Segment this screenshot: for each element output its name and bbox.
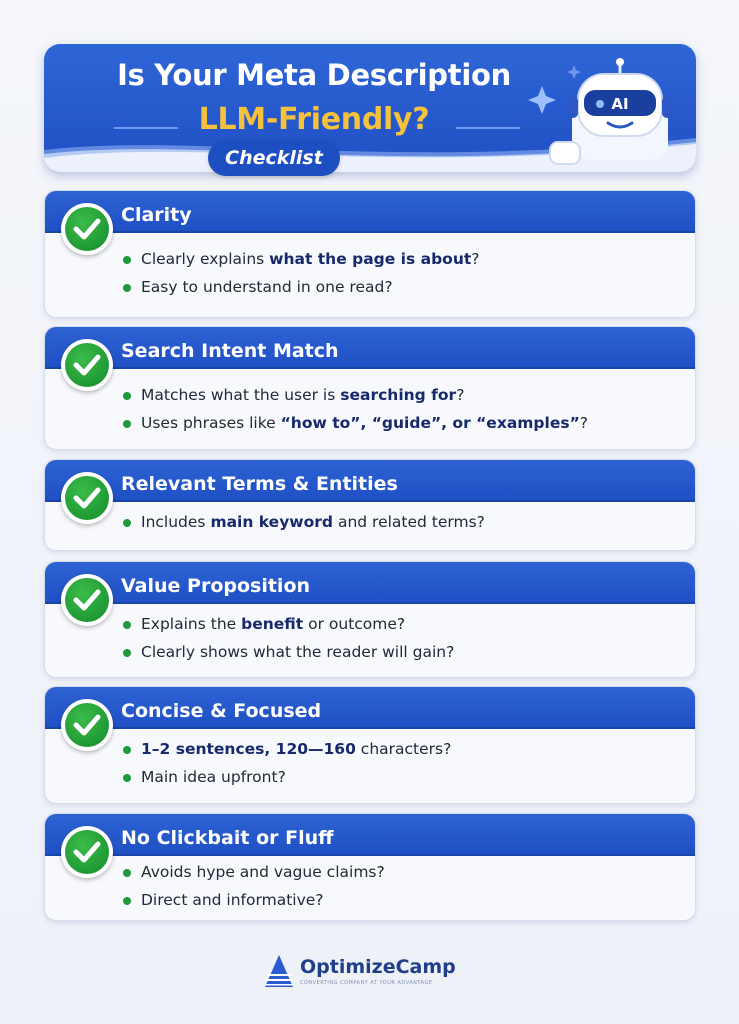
section-card-relevant-terms	[44, 459, 696, 551]
list-item: Uses phrases like “how to”, “guide”, or “examples”?	[123, 409, 588, 437]
checkmark-icon	[61, 339, 113, 391]
bullet-list	[123, 610, 454, 666]
section-card-search-intent	[44, 326, 696, 450]
brand-name: OptimizeCamp	[300, 956, 456, 978]
list-item: Matches what the user is searching for?	[123, 381, 588, 409]
title-rule-right	[456, 127, 520, 129]
robot-visor-text: AI	[611, 95, 629, 113]
section-title: Search Intent Match	[121, 340, 339, 362]
title-line-1: Is Your Meta Description	[117, 58, 511, 92]
section-card-clarity	[44, 190, 696, 318]
list-item: Clearly explains what the page is about?	[123, 245, 480, 273]
brand-tagline: CONVERTING COMPANY AT YOUR ADVANTAGE	[300, 980, 433, 986]
robot-mascot-icon	[520, 56, 680, 172]
list-item: Direct and informative?	[123, 886, 385, 914]
bullet-list	[123, 735, 451, 791]
list-item: Explains the benefit or outcome?	[123, 610, 454, 638]
list-item: 1–2 sentences, 120—160 characters?	[123, 735, 451, 763]
bullet-list	[123, 508, 485, 536]
brand-logo	[264, 954, 484, 990]
section-title: No Clickbait or Fluff	[121, 827, 334, 849]
bullet-list	[123, 858, 385, 914]
bullet-list	[123, 245, 480, 301]
list-item: Easy to understand in one read?	[123, 273, 480, 301]
checkmark-icon	[61, 203, 113, 255]
list-item: Avoids hype and vague claims?	[123, 858, 385, 886]
section-title: Value Proposition	[121, 575, 311, 597]
pyramid-icon	[264, 954, 294, 988]
section-card-concise	[44, 686, 696, 804]
subtitle-badge: Checklist	[208, 140, 340, 176]
section-card-no-clickbait	[44, 813, 696, 921]
checkmark-icon	[61, 574, 113, 626]
section-title: Concise & Focused	[121, 700, 322, 722]
list-item: Main idea upfront?	[123, 763, 451, 791]
bullet-list	[123, 381, 588, 437]
section-title: Clarity	[121, 204, 192, 226]
checkmark-icon	[61, 699, 113, 751]
section-title: Relevant Terms & Entities	[121, 473, 398, 495]
section-card-value-proposition	[44, 561, 696, 678]
list-item: Clearly shows what the reader will gain?	[123, 638, 454, 666]
checkmark-icon	[61, 472, 113, 524]
title-line-2: LLM-Friendly?	[198, 102, 430, 137]
checkmark-icon	[61, 826, 113, 878]
list-item: Includes main keyword and related terms?	[123, 508, 485, 536]
